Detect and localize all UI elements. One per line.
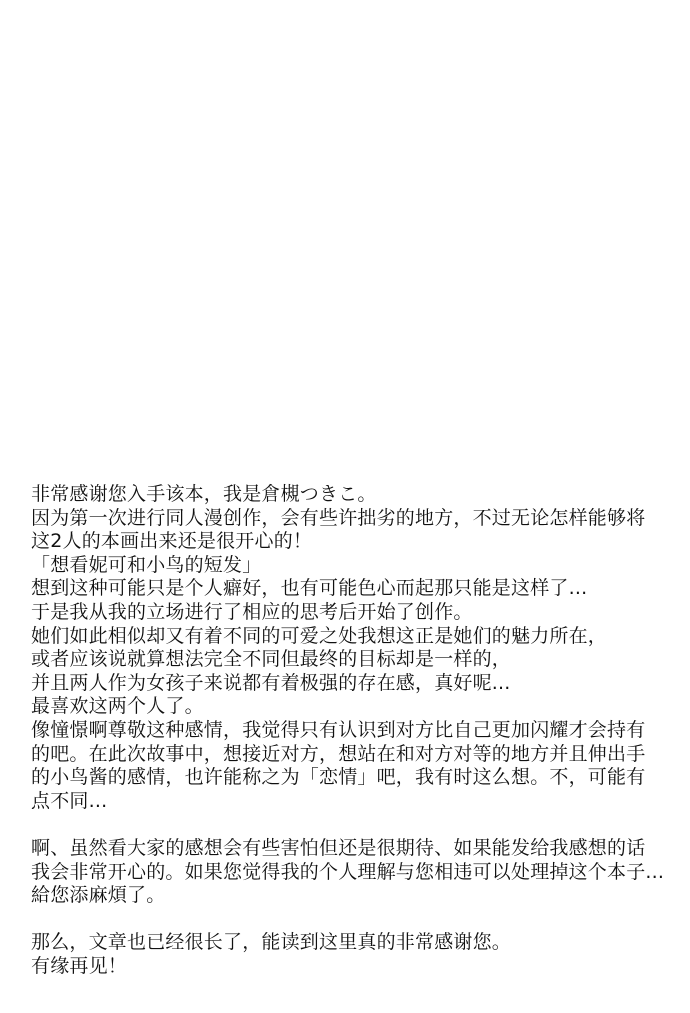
paragraph-gap: [31, 813, 681, 837]
text-line: 这2人的本画出来还是很开心的！: [31, 530, 313, 553]
text-line: 那么，文章也已经很长了，能读到这里真的非常感谢您。: [31, 931, 512, 954]
text-line: 因为第一次进行同人漫创作，会有些许拙劣的地方，不过无论怎样能够将: [31, 506, 646, 529]
text-line: 啊、虽然看大家的感想会有些害怕但还是很期待、如果能发给我感想的话: [31, 836, 646, 859]
text-line: 像憧憬啊尊敬这种感情，我觉得只有认识到对方比自己更加闪耀才会持有: [31, 718, 646, 741]
text-line: 「想看妮可和小鸟的短发」: [31, 553, 262, 576]
text-line: 点不同...: [31, 789, 108, 812]
text-line: 她们如此相似却又有着不同的可爱之处我想这正是她们的魅力所在，: [31, 624, 608, 647]
text-line: 于是我从我的立场进行了相应的思考后开始了创作。: [31, 600, 473, 623]
afterword-text: [31, 483, 681, 978]
text-line: 有缘再见！: [31, 954, 128, 977]
text-line: 最喜欢这两个人了。: [31, 695, 204, 718]
text-line: 非常感谢您入手该本，我是倉槻つきこ。: [31, 483, 377, 505]
text-line: 的吧。在此次故事中，想接近对方，想站在和对方对等的地方并且伸出手: [31, 742, 646, 765]
text-line: 我会非常开心的。如果您觉得我的个人理解与您相违可以处理掉这个本子...: [31, 860, 665, 883]
afterword-paragraph-1: [31, 483, 681, 813]
text-line: 的小鸟酱的感情，也许能称之为「恋情」吧，我有时这么想。不，可能有: [31, 766, 646, 789]
afterword-paragraph-2: [31, 837, 681, 908]
afterword-paragraph-3: [31, 931, 681, 978]
text-line: 想到这种可能只是个人癖好，也有可能色心而起那只能是这样了...: [31, 577, 588, 600]
text-line: 并且两人作为女孩子来说都有着极强的存在感，真好呢...: [31, 671, 511, 694]
text-line: 或者应该说就算想法完全不同但最终的目标却是一样的，: [31, 648, 512, 671]
text-line: 給您添麻煩了。: [31, 884, 166, 907]
paragraph-gap: [31, 908, 681, 932]
